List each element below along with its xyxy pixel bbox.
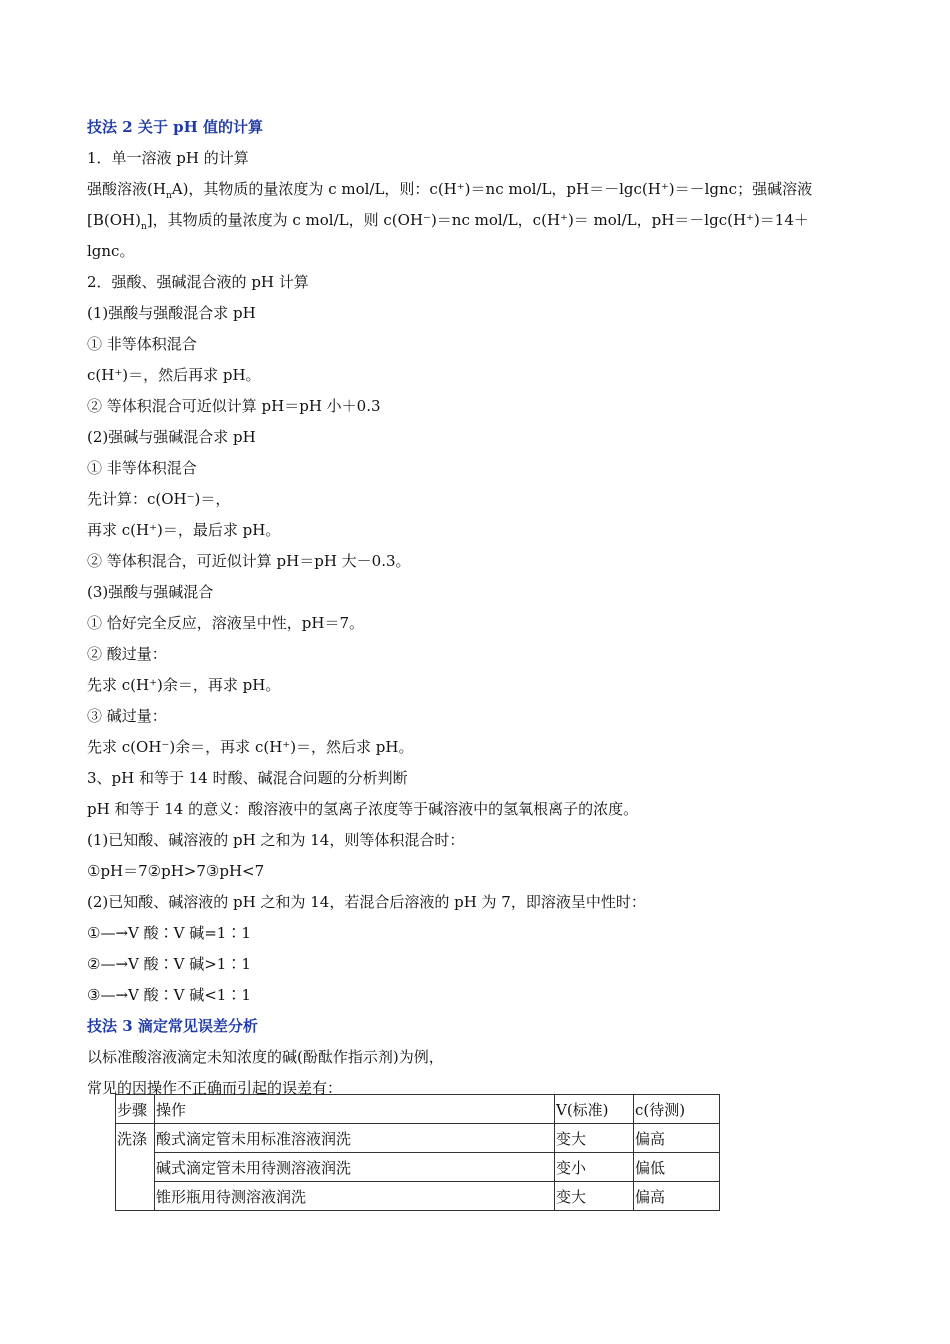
s2-b4: ② 等体积混合，可近似计算 pH＝pH 大－0.3。 bbox=[87, 552, 411, 570]
s3-title: 3、pH 和等于 14 时酸、碱混合问题的分析判断 bbox=[87, 769, 408, 787]
s2-b2: 先计算：c(OH⁻)＝， bbox=[87, 490, 231, 508]
s2-c3: 先求 c(H⁺)余＝，再求 pH。 bbox=[87, 676, 281, 694]
table-cell: 偏低 bbox=[634, 1153, 720, 1182]
table-cell: 酸式滴定管未用标准溶液润洗 bbox=[155, 1124, 555, 1153]
s3-p1: pH 和等于 14 的意义：酸溶液中的氢离子浓度等于碱溶液中的氢氧根离子的浓度。 bbox=[87, 800, 639, 818]
s2-a1: ① 非等体积混合 bbox=[87, 335, 197, 353]
s1-para-line3: lgnc。 bbox=[87, 242, 135, 260]
s3-p7: ③—→V 酸∶V 碱<1∶1 bbox=[87, 986, 251, 1004]
table-row bbox=[116, 1182, 720, 1211]
s3-p5: ①—→V 酸∶V 碱=1∶1 bbox=[87, 924, 251, 942]
table-intro-2: 常见的因操作不正确而引起的误差有： bbox=[87, 1079, 343, 1097]
table-cell: 碱式滴定管未用待测溶液润洗 bbox=[155, 1153, 555, 1182]
table-row bbox=[116, 1124, 720, 1153]
s3-p4: (2)已知酸、碱溶液的 pH 之和为 14，若混合后溶液的 pH 为 7，即溶液呈中性时： bbox=[87, 893, 646, 911]
s1-para-line1: 强酸溶液$(H_nA)$，其物质的量浓度为 c mol/L，则：c(H⁺)＝nc mol/L，pH＝－lgc(H⁺)＝－lgnc；强碱溶液 bbox=[87, 180, 813, 201]
table-cell: 变大 bbox=[555, 1182, 634, 1211]
s2-sub-b: (2)强碱与强碱混合求 pH bbox=[87, 428, 256, 446]
header-cell: c(待测) bbox=[634, 1095, 720, 1124]
s1-para-line2: $[B(OH)_n]$，其物质的量浓度为 c mol/L，则 c(OH⁻)＝nc mol/L，c(H⁺)＝ mol/L，pH＝－lgc(H⁺)＝14＋ bbox=[87, 211, 809, 232]
table-cell: 锥形瓶用待测溶液润洗 bbox=[155, 1182, 555, 1211]
s3-p6: ②—→V 酸∶V 碱>1∶1 bbox=[87, 955, 251, 973]
s2-title: 2．强酸、强碱混合液的 pH 计算 bbox=[87, 273, 309, 291]
table-row bbox=[116, 1153, 720, 1182]
s2-sub-a: (1)强酸与强酸混合求 pH bbox=[87, 304, 256, 322]
s2-b3: 再求 c(H⁺)＝，最后求 pH。 bbox=[87, 521, 281, 539]
s3-p3: ①pH＝7②pH>7③pH<7 bbox=[87, 862, 265, 880]
section-heading-3: 技法 3 滴定常见误差分析 bbox=[87, 1017, 258, 1035]
s3-p2: (1)已知酸、碱溶液的 pH 之和为 14，则等体积混合时： bbox=[87, 831, 465, 849]
s2-b1: ① 非等体积混合 bbox=[87, 459, 197, 477]
table-cell: 偏高 bbox=[634, 1182, 720, 1211]
table-intro-1: 以标准酸溶液滴定未知浓度的碱(酚酞作指示剂)为例， bbox=[87, 1048, 444, 1066]
table-header-row bbox=[116, 1095, 720, 1124]
s2-c2: ② 酸过量： bbox=[87, 645, 167, 663]
header-cell: 步骤 bbox=[116, 1095, 155, 1124]
s2-c5: 先求 c(OH⁻)余＝，再求 c(H⁺)＝，然后求 pH。 bbox=[87, 738, 414, 756]
document-body bbox=[87, 112, 847, 1104]
header-cell: 操作 bbox=[155, 1095, 555, 1124]
s2-sub-c: (3)强酸与强碱混合 bbox=[87, 583, 214, 601]
s1-title: 1．单一溶液 pH 的计算 bbox=[87, 149, 249, 167]
error-analysis-table bbox=[115, 1094, 720, 1211]
s2-c4: ③ 碱过量： bbox=[87, 707, 167, 725]
table-cell: 变大 bbox=[555, 1124, 634, 1153]
s2-c1: ① 恰好完全反应，溶液呈中性，pH＝7。 bbox=[87, 614, 364, 632]
s2-a2: c(H⁺)＝，然后再求 pH。 bbox=[87, 366, 261, 384]
table-cell: 偏高 bbox=[634, 1124, 720, 1153]
section-heading-2: 技法 2 关于 pH 值的计算 bbox=[87, 118, 263, 136]
s2-a3: ② 等体积混合可近似计算 pH＝pH 小＋0.3 bbox=[87, 397, 381, 415]
header-cell: V(标准) bbox=[555, 1095, 634, 1124]
table-cell: 变小 bbox=[555, 1153, 634, 1182]
group-cell: 洗涤 bbox=[116, 1124, 155, 1211]
